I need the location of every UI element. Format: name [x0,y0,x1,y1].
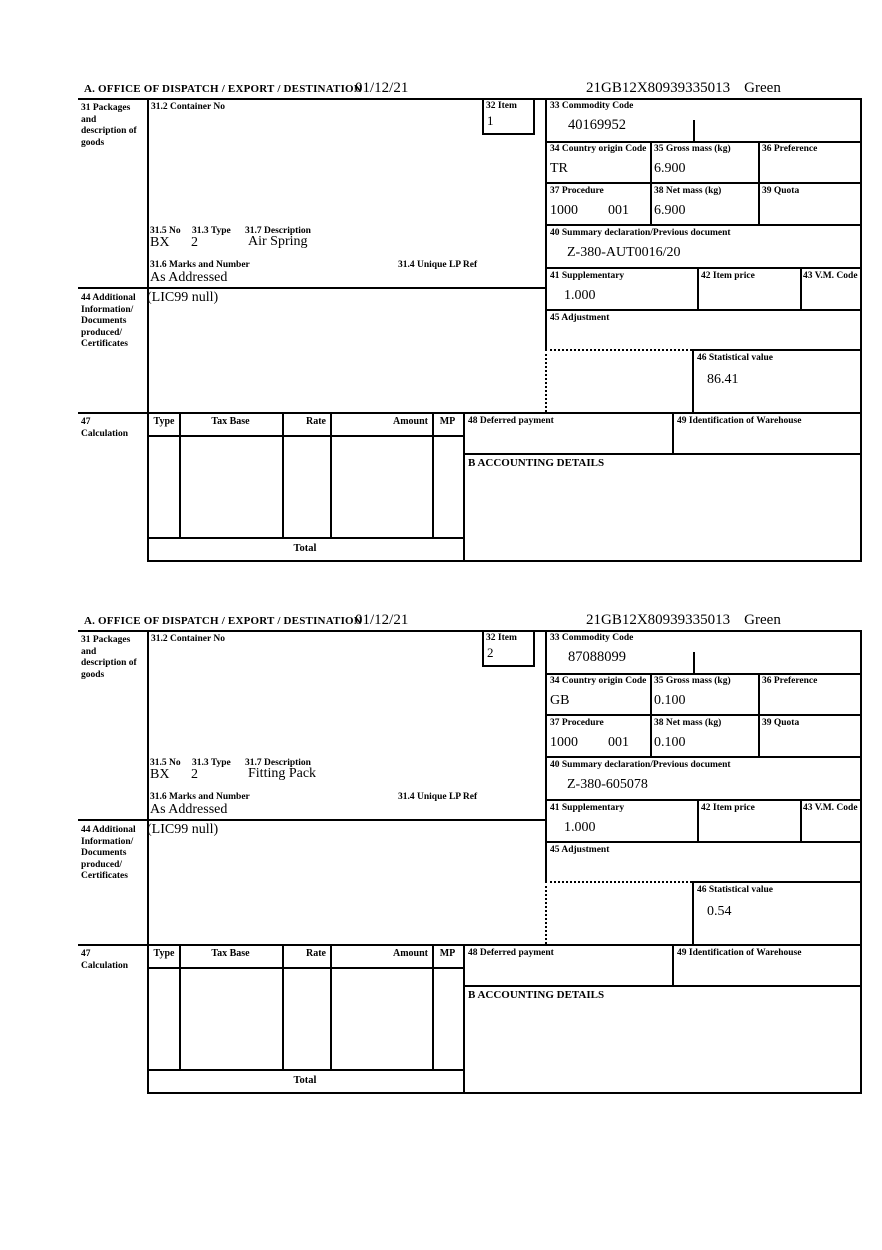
border-line [482,630,484,665]
declaration-item-section [78,80,862,562]
dotted-line [545,349,547,412]
mrn-line [586,612,781,629]
border-line [545,224,862,226]
box35-gross-mass-label: 35 Gross mass (kg) [654,676,731,686]
box32-item-label: 32 Item [486,633,517,643]
total-row-label: Total [293,543,317,554]
item-number-value: 1 [487,113,494,128]
box46-statistical-value-label: 46 Statistical value [697,353,773,363]
box47-calculation-label: 47 Calculation [81,949,128,971]
border-line [545,141,862,143]
box48-deferred-payment-label: 48 Deferred payment [468,948,554,958]
commodity-code-subdivision-tick [693,652,695,673]
package-type-value: 2 [191,767,198,782]
box31-packages-label: 31 Packages and description of goods [81,103,137,148]
box31-3-type-label: 31.3 Type [192,226,231,236]
dotted-line [545,881,692,883]
border-line [692,349,694,412]
previous-document-value: Z-380-605078 [567,777,648,792]
border-line [78,98,862,100]
box36-preference-label: 36 Preference [762,144,818,154]
border-line [147,98,149,562]
box41-supplementary-label: 41 Supplementary [550,271,625,281]
box31-4-unique-lp-ref-label: 31.4 Unique LP Ref [398,260,478,270]
border-line [545,756,862,758]
border-line [147,1092,862,1094]
item-number-value: 2 [487,645,494,660]
border-line [147,1069,463,1071]
box48-deferred-payment-label: 48 Deferred payment [468,416,554,426]
box43-vm-code-label: 43 V.M. Code [803,271,858,281]
date-value: 01/12/21 [355,612,409,628]
routing-indicator: Green [744,612,781,628]
border-line [860,630,862,1092]
border-line [545,267,862,269]
goods-description-value: Air Spring [248,234,308,249]
border-line [545,98,547,349]
column-header-amount: Amount [392,416,428,427]
box44-additional-info-label: 44 Additional Information/ Documents produced/ Certificates [81,825,136,881]
column-header-mp: MP [439,948,456,959]
border-line [545,714,862,716]
border-line [697,799,699,841]
declaration-item-section [78,612,862,1094]
marks-and-number-value: As Addressed [150,270,228,285]
commodity-code-value: 40169952 [568,117,626,133]
border-line [482,665,535,667]
office-of-dispatch-label: A. OFFICE OF DISPATCH / EXPORT / DESTINATION [84,83,362,95]
box34-country-origin-label: 34 Country origin Code [550,144,647,154]
mrn-value: 21GB12X80939335013 [586,80,731,96]
routing-indicator: Green [744,80,781,96]
box46-statistical-value-label: 46 Statistical value [697,885,773,895]
box45-adjustment-label: 45 Adjustment [550,845,610,855]
border-line [432,944,434,1069]
box33-commodity-label: 33 Commodity Code [550,101,634,111]
border-line [78,412,862,414]
box31-2-container-label: 31.2 Container No [151,634,225,644]
border-line [463,412,465,560]
border-line [533,98,535,133]
dotted-line [545,881,547,944]
box44-additional-info-label: 44 Additional Information/ Documents produced/ Certificates [81,293,136,349]
border-line [545,182,862,184]
box42-item-price-label: 42 Item price [701,803,755,813]
border-line [758,673,760,756]
border-line [697,267,699,309]
procedure-code-value: 1000 [550,735,578,750]
box39-quota-label: 39 Quota [762,718,800,728]
border-line [147,435,463,437]
commodity-code-subdivision-tick [693,120,695,141]
box31-packages-label: 31 Packages and description of goods [81,635,137,680]
box41-supplementary-label: 41 Supplementary [550,803,625,813]
border-line [545,630,547,881]
border-line [482,98,484,133]
box31-7-description-label: 31.7 Description [245,226,311,236]
box33-commodity-label: 33 Commodity Code [550,633,634,643]
box31-5-no-label: 31.5 No [150,758,181,768]
column-header-mp: MP [439,416,456,427]
column-header-type: Type [153,948,175,959]
border-line [282,944,284,1069]
box45-adjustment-label: 45 Adjustment [550,313,610,323]
box40-summary-declaration-label: 40 Summary declaration/Previous document [550,760,731,770]
border-line [672,944,674,985]
border-line [650,141,652,224]
box49-warehouse-label: 49 Identification of Warehouse [677,416,802,426]
date-value: 01/12/21 [355,80,409,96]
border-line [545,841,862,843]
box42-item-price-label: 42 Item price [701,271,755,281]
border-line [533,630,535,665]
package-type-value: 2 [191,235,198,250]
border-line [758,141,760,224]
border-line [692,881,862,883]
box47-calculation-label: 47 Calculation [81,417,128,439]
box31-2-container-label: 31.2 Container No [151,102,225,112]
border-line [800,799,802,841]
procedure-code2-value: 001 [608,203,629,218]
box32-item-label: 32 Item [486,101,517,111]
package-code-value: BX [150,235,170,250]
country-origin-value: TR [550,161,568,176]
column-header-rate: Rate [306,416,326,427]
border-line [463,985,862,987]
box31-7-description-label: 31.7 Description [245,758,311,768]
box31-6-marks-label: 31.6 Marks and Number [150,260,250,270]
goods-description-value: Fitting Pack [248,766,317,781]
border-line [800,267,802,309]
border-line [147,967,463,969]
marks-and-number-value: As Addressed [150,802,228,817]
border-line [650,673,652,756]
column-header-amount: Amount [392,948,428,959]
statistical-value: 86.41 [707,372,739,387]
box34-country-origin-label: 34 Country origin Code [550,676,647,686]
mrn-value: 21GB12X80939335013 [586,612,731,628]
accounting-details-label: B ACCOUNTING DETAILS [468,989,605,1001]
border-line [545,309,862,311]
procedure-code-value: 1000 [550,203,578,218]
border-line [147,537,463,539]
procedure-code2-value: 001 [608,735,629,750]
supplementary-units-value: 1.000 [564,820,596,835]
border-line [330,412,332,537]
package-code-value: BX [150,767,170,782]
box31-3-type-label: 31.3 Type [192,758,231,768]
country-origin-value: GB [550,693,570,708]
box38-net-mass-label: 38 Net mass (kg) [654,186,722,196]
border-line [179,944,181,1069]
mrn-line [586,80,781,97]
column-header-tax-base: Tax Base [211,416,250,427]
supplementary-units-value: 1.000 [564,288,596,303]
net-mass-value: 6.900 [654,203,686,218]
border-line [482,133,535,135]
border-line [692,349,862,351]
border-line [463,944,465,1092]
border-line [330,944,332,1069]
border-line [432,412,434,537]
box38-net-mass-label: 38 Net mass (kg) [654,718,722,728]
border-line [860,98,862,560]
border-line [692,881,694,944]
box31-4-unique-lp-ref-label: 31.4 Unique LP Ref [398,792,478,802]
box40-summary-declaration-label: 40 Summary declaration/Previous document [550,228,731,238]
office-of-dispatch-label: A. OFFICE OF DISPATCH / EXPORT / DESTINATION [84,615,362,627]
border-line [147,560,862,562]
box36-preference-label: 36 Preference [762,676,818,686]
box49-warehouse-label: 49 Identification of Warehouse [677,948,802,958]
statistical-value: 0.54 [707,904,732,919]
border-line [147,630,149,1094]
box31-5-no-label: 31.5 No [150,226,181,236]
box37-procedure-label: 37 Procedure [550,186,604,196]
column-header-type: Type [153,416,175,427]
border-line [545,799,862,801]
box43-vm-code-label: 43 V.M. Code [803,803,858,813]
previous-document-value: Z-380-AUT0016/20 [567,245,681,260]
dotted-line [545,349,692,351]
additional-info-value: (LIC99 null) [147,290,219,305]
box37-procedure-label: 37 Procedure [550,718,604,728]
column-header-tax-base: Tax Base [211,948,250,959]
border-line [545,673,862,675]
additional-info-value: (LIC99 null) [147,822,219,837]
box39-quota-label: 39 Quota [762,186,800,196]
total-row-label: Total [293,1075,317,1086]
net-mass-value: 0.100 [654,735,686,750]
commodity-code-value: 87088099 [568,649,626,665]
border-line [282,412,284,537]
accounting-details-label: B ACCOUNTING DETAILS [468,457,605,469]
border-line [463,453,862,455]
border-line [78,944,862,946]
column-header-rate: Rate [306,948,326,959]
border-line [179,412,181,537]
gross-mass-value: 6.900 [654,161,686,176]
border-line [672,412,674,453]
gross-mass-value: 0.100 [654,693,686,708]
box31-6-marks-label: 31.6 Marks and Number [150,792,250,802]
border-line [78,630,862,632]
box35-gross-mass-label: 35 Gross mass (kg) [654,144,731,154]
